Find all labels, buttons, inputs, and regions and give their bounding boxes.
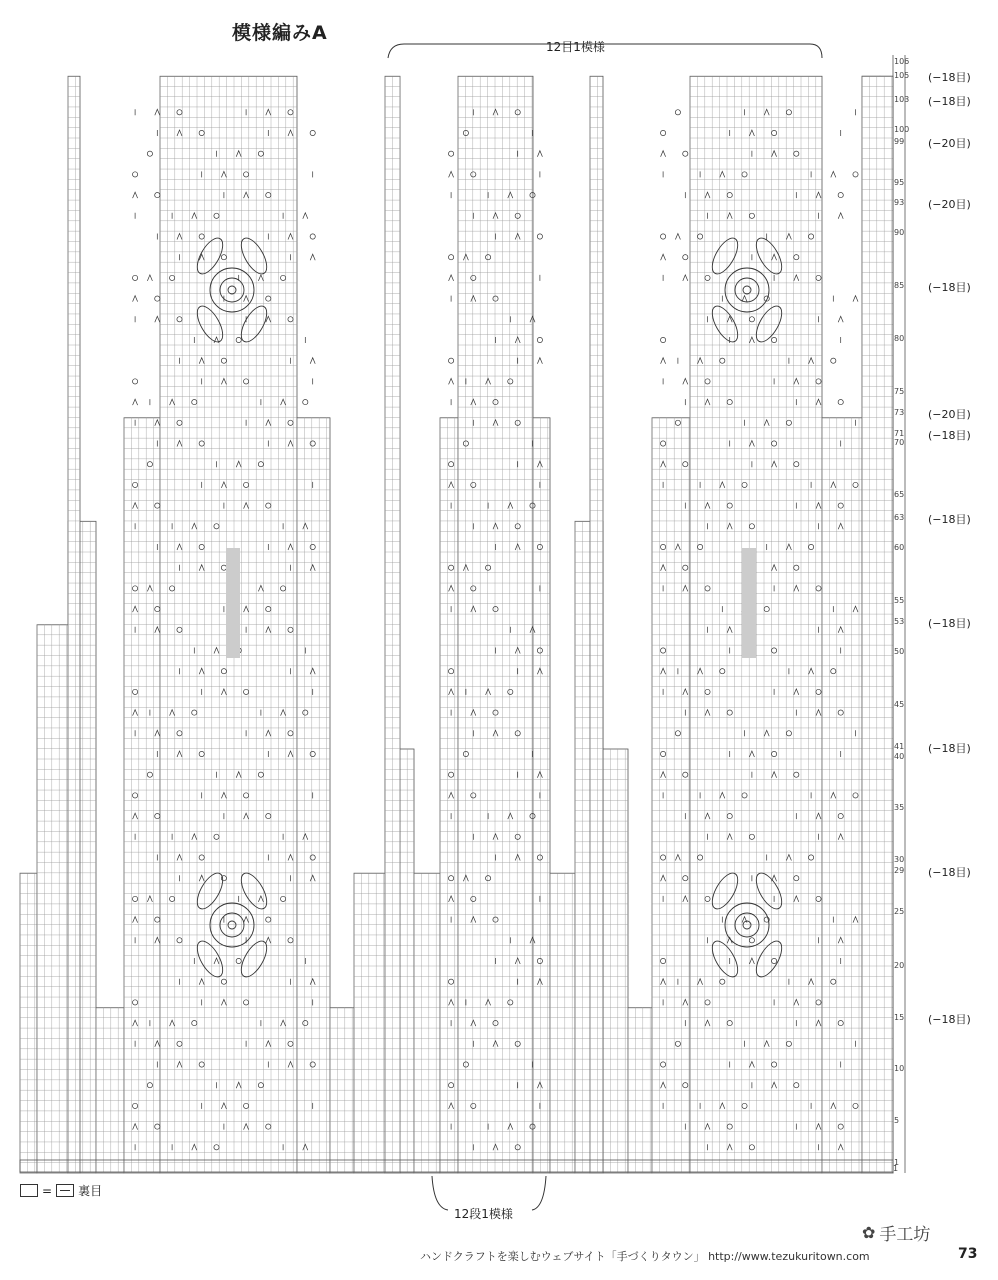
chart-title: 模様編みA [232,22,328,44]
row-number: 41 [894,742,905,751]
row-number: 60 [894,543,905,552]
column-number: 1 [893,1164,899,1173]
decrease-icon [661,254,666,260]
chart-strip [385,76,400,1173]
decrease-icon [303,213,308,219]
yarn-over-icon [155,193,160,198]
yarn-over-icon [133,275,138,280]
decrease-icon [683,378,688,384]
row-number: 90 [894,228,905,237]
row-number: 80 [894,334,905,343]
yarn-over-icon [147,151,152,156]
decrease-icon [310,254,315,260]
chart-strip [297,418,330,1173]
chart-strip [20,873,37,1173]
decrease-icon [683,275,688,281]
row-number: 75 [894,387,905,396]
repeat-bracket-top [388,44,822,58]
chart-strip [550,873,575,1173]
decrease-icon [449,378,454,384]
row-decrease-label: (−20目) [928,198,971,211]
yarn-over-icon [838,400,843,405]
decrease-icon [449,171,454,177]
decrease-icon [133,192,138,198]
row-decrease-label: (−18目) [928,281,971,294]
legend-equals: = [42,1183,53,1198]
decrease-icon [675,234,680,240]
row-number: 20 [894,961,905,970]
wechat-icon: ✿ [862,1223,876,1242]
row-number: 65 [894,490,905,499]
yarn-over-icon [303,400,308,405]
row-number: 106 [894,57,910,66]
row-number: 85 [894,281,905,290]
row-number: 35 [894,803,905,812]
chart-strip [628,1008,652,1173]
highlight-bar [742,548,756,658]
chart-strip [862,76,893,1173]
yarn-over-icon [310,130,315,135]
yarn-over-icon [155,296,160,301]
row-number: 5 [894,1116,900,1125]
yarn-over-icon [661,337,666,342]
row-number: 53 [894,617,905,626]
row-number: 40 [894,752,905,761]
chart-strip [330,1008,354,1173]
row-decrease-label: (−20目) [928,408,971,421]
chart-strip [590,76,603,1173]
row-decrease-label: (−20目) [928,137,971,150]
yarn-over-icon [683,255,688,260]
page-number: 73 [958,1246,978,1262]
row-number: 10 [894,1064,905,1073]
yarn-over-icon [661,234,666,239]
row-number: 29 [894,866,905,875]
chart-strip [822,418,862,1173]
decrease-icon [537,358,542,364]
decrease-icon [155,316,160,322]
yarn-over-icon [133,172,138,177]
chart-strip [533,418,550,1173]
row-number: 50 [894,647,905,656]
watermark-text: 手工坊 [879,1225,931,1245]
chart-strip [652,418,690,1173]
row-number: 105 [894,71,910,80]
row-decrease-label: (−18目) [928,617,971,630]
yarn-over-icon [853,172,858,177]
decrease-icon [147,275,152,281]
chart-strip [37,625,68,1173]
decrease-icon [661,151,666,157]
row-decrease-label: (−18目) [928,429,971,442]
repeat-bracket-bottom [432,1176,546,1210]
chart-strip [414,873,440,1173]
decrease-icon [853,296,858,302]
yarn-over-icon [449,151,454,156]
decrease-icon [661,358,666,364]
repeat-label-stitches: 12目1模様 [540,38,611,55]
yarn-over-icon [831,358,836,363]
row-number: 63 [894,513,905,522]
yarn-over-icon [310,234,315,239]
row-number: 100 [894,125,910,134]
row-decrease-label: (−18目) [928,1013,971,1026]
row-decrease-label: (−18目) [928,95,971,108]
yarn-over-icon [449,358,454,363]
repeat-label-rows: 12段1模様 [448,1205,519,1222]
yarn-over-icon [537,337,542,342]
row-number: 73 [894,408,905,417]
decrease-icon [449,275,454,281]
row-decrease-label: (−18目) [928,742,971,755]
chart-strip [68,76,80,1173]
row-decrease-label: (−18目) [928,866,971,879]
row-number: 70 [894,438,905,447]
row-number: 45 [894,700,905,709]
chart-strip [440,418,458,1173]
decrease-icon [831,171,836,177]
decrease-icon [155,109,160,115]
chart-strip [96,1008,124,1173]
chart-strip [603,749,628,1173]
row-decrease-label: (−18目) [928,71,971,84]
decrease-icon [133,296,138,302]
decrease-icon [537,151,542,157]
chart-strip [458,76,533,1173]
row-number: 93 [894,198,905,207]
yarn-over-icon [661,130,666,135]
decrease-icon [838,213,843,219]
yarn-over-icon [133,379,138,384]
yarn-over-icon [449,255,454,260]
row-number: 30 [894,855,905,864]
chart-strip [124,418,160,1173]
row-number: 55 [894,596,905,605]
row-number: 103 [894,95,910,104]
decrease-icon [133,399,138,405]
row-number: 95 [894,178,905,187]
yarn-over-icon [537,234,542,239]
row-number: 99 [894,137,905,146]
row-number: 71 [894,429,905,438]
decrease-icon [838,316,843,322]
yarn-over-icon [675,110,680,115]
footer-text: ハンドクラフトを楽しむウェブサイト「手づくりタウン」 http://www.tezukuritown.com [420,1250,870,1263]
yarn-over-icon [683,151,688,156]
chart-strip [354,873,385,1173]
row-number: 15 [894,1013,905,1022]
decrease-icon [310,358,315,364]
row-number: 25 [894,907,905,916]
legend-label: 裏目 [78,1184,103,1198]
yarn-over-icon [838,193,843,198]
highlight-bar [226,548,240,658]
row-decrease-label: (−18目) [928,513,971,526]
row-number: 1 [894,1158,900,1167]
